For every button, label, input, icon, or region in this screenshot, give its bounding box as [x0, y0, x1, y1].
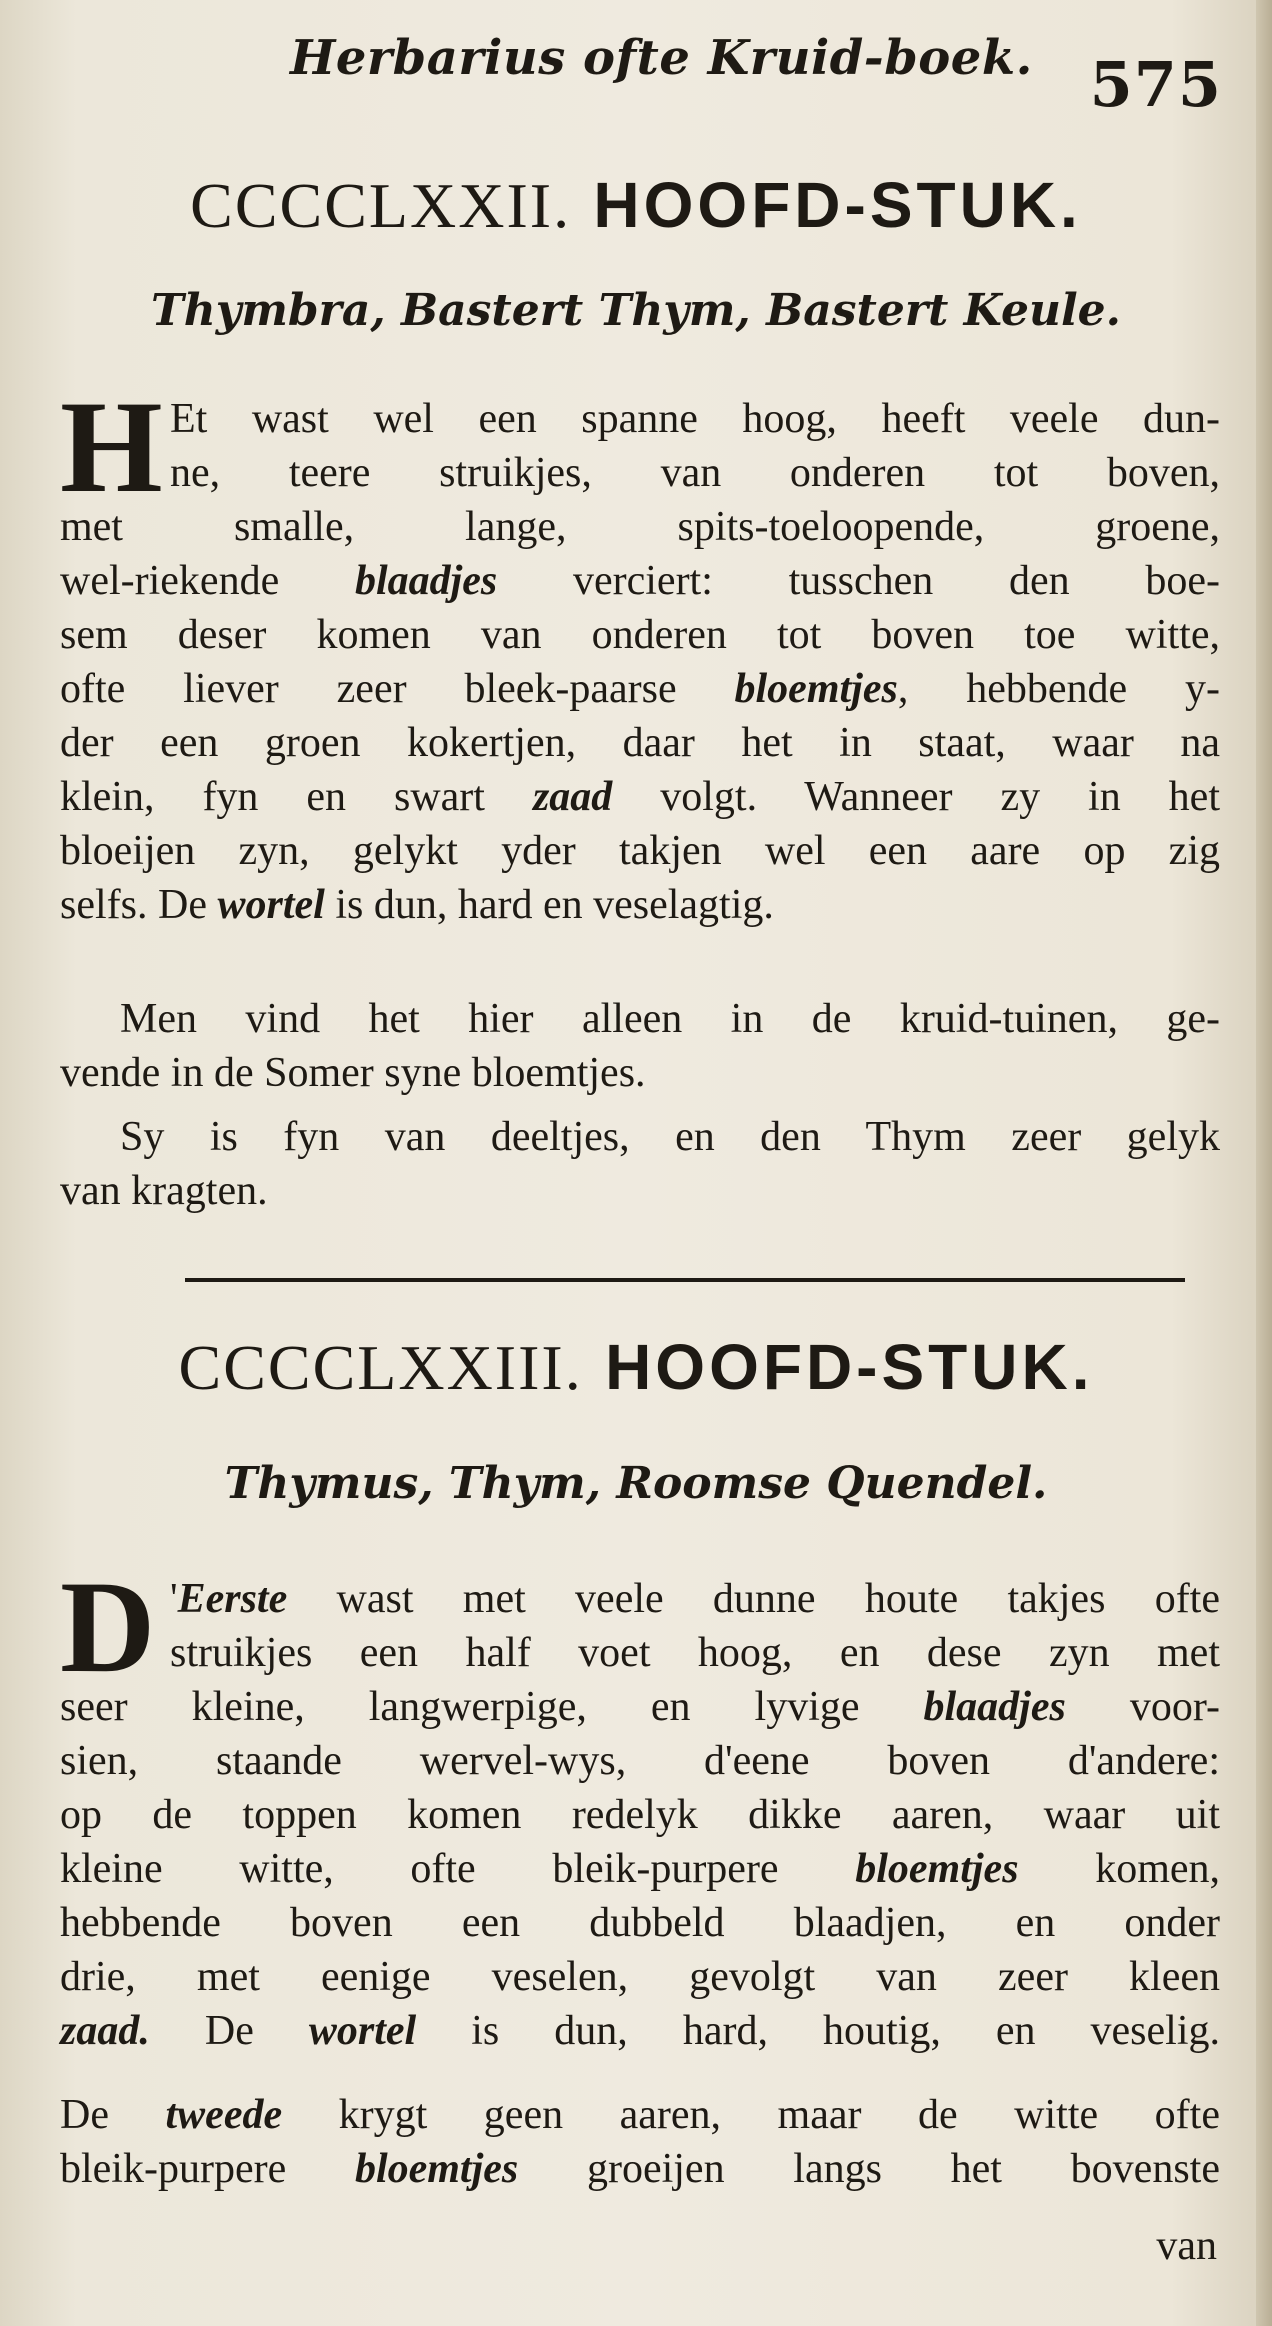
- text-line: [60, 1950, 1220, 2004]
- text-run: hebbende boven een dubbeld blaadjen, en onder: [60, 1900, 1220, 1946]
- text-line: [60, 1572, 1220, 1626]
- text-run: is dun, hard en veselagtig.: [324, 882, 774, 928]
- chapter-heading: [0, 168, 1272, 243]
- text-line: [60, 716, 1220, 770]
- chapter-subtitle: Thymus, Thym, Roomse Quendel.: [224, 1458, 1048, 1509]
- text-line: [60, 662, 1220, 716]
- paragraph: [60, 2088, 1220, 2196]
- paragraph-lines: [60, 373, 1220, 932]
- italic-term: bloemtjes: [855, 1846, 1019, 1892]
- text-run: klein, fyn en swart: [60, 774, 533, 820]
- text-run: komen,: [1018, 1846, 1221, 1892]
- text-run: ofte liever zeer bleek-paarse: [60, 666, 735, 712]
- text-line: [60, 1680, 1220, 1734]
- chapter-heading: [0, 1330, 1272, 1405]
- paragraph-lines: [60, 1553, 1221, 2058]
- text-line: [60, 392, 1220, 446]
- text-run: De: [60, 2092, 166, 2138]
- italic-term: zaad.: [60, 2008, 150, 2054]
- text-run: der een groen kokertjen, daar het in staat, waar na: [60, 720, 1220, 766]
- text-run: selfs. De: [60, 882, 218, 928]
- text-run: volgt. Wanneer zy in het: [612, 774, 1220, 820]
- text-line: [60, 608, 1220, 662]
- text-line: [60, 2142, 1220, 2196]
- text-line: [60, 1734, 1220, 1788]
- text-run: drie, met eenige veselen, gevolgt van zeer kleen: [60, 1954, 1220, 2000]
- chapter-subtitle: Thymbra, Bastert Thym, Bastert Keule.: [151, 285, 1121, 336]
- text-line: van kragten.: [60, 1168, 268, 1214]
- drop-cap: H: [60, 373, 163, 520]
- italic-term: tweede: [165, 2092, 283, 2138]
- text-run: groeijen langs het bovenste: [518, 2146, 1220, 2192]
- text-run: met smalle, lange, spits-toeloopende, groene,: [60, 504, 1220, 550]
- text-line: [60, 1626, 1220, 1680]
- paragraph: [60, 992, 1220, 1100]
- text-run: ': [170, 1576, 178, 1622]
- text-line: [60, 1896, 1220, 1950]
- text-line: [60, 2004, 1220, 2058]
- italic-term: bloemtjes: [354, 2146, 519, 2192]
- text-run: struikjes een half voet hoog, en dese zyn met: [170, 1630, 1220, 1676]
- page-edge: [1256, 0, 1272, 2326]
- chapter-label: HOOFD-STUK.: [593, 169, 1082, 241]
- text-line: [60, 2088, 1220, 2142]
- paragraph: [60, 1553, 1221, 2058]
- text-run: Et wast wel een spanne hoog, heeft veele dun-: [170, 396, 1220, 442]
- text-line: [60, 1842, 1220, 1896]
- chapter-number: CCCCLXXII.: [190, 170, 572, 241]
- text-line: [60, 878, 1220, 932]
- italic-term: bloemtjes: [734, 666, 898, 712]
- text-run: sien, staande wervel-wys, d'eene boven d'andere:: [60, 1738, 1220, 1784]
- text-run: wel-riekende: [60, 558, 355, 604]
- text-line: [60, 824, 1220, 878]
- italic-term: blaadjes: [354, 558, 498, 604]
- chapter-number: CCCCLXXIII.: [178, 1332, 583, 1403]
- text-line: [60, 1788, 1220, 1842]
- text-line: Men vind het hier alleen in de kruid-tuinen, ge-: [120, 996, 1220, 1042]
- text-run: wast met veele dunne houte takjes ofte: [287, 1576, 1220, 1622]
- text-line: [60, 554, 1220, 608]
- text-run: bleik-purpere: [60, 2146, 355, 2192]
- text-line: Sy is fyn van deeltjes, en den Thym zeer gelyk: [120, 1114, 1220, 1160]
- paragraph: [60, 1110, 1220, 1218]
- text-run: voor-: [1065, 1684, 1220, 1730]
- text-run: kleine witte, ofte bleik-purpere: [60, 1846, 856, 1892]
- text-run: is dun, hard, houtig, en veselig.: [416, 2008, 1220, 2054]
- text-line: vende in de Somer syne bloemtjes.: [60, 1050, 646, 1096]
- paragraph-lines: [60, 2088, 1220, 2196]
- page-number: 575: [1089, 48, 1222, 121]
- italic-term: blaadjes: [923, 1684, 1066, 1730]
- text-run: ne, teere struikjes, van onderen tot boven,: [170, 450, 1220, 496]
- italic-term: wortel: [308, 2008, 417, 2054]
- text-run: verciert: tusschen den boe-: [497, 558, 1220, 604]
- text-run: bloeijen zyn, gelykt yder takjen wel een aare op zig: [60, 828, 1220, 874]
- text-run: , hebbende y-: [897, 666, 1220, 712]
- section-divider: [185, 1278, 1185, 1282]
- italic-term: Eerste: [177, 1576, 288, 1622]
- drop-cap: D: [60, 1553, 156, 1700]
- text-run: De: [149, 2008, 309, 2054]
- text-run: seer kleine, langwerpige, en lyvige: [60, 1684, 924, 1730]
- text-line: [60, 500, 1220, 554]
- paragraph: [60, 373, 1220, 932]
- text-line: [60, 770, 1220, 824]
- italic-term: zaad: [532, 774, 613, 820]
- text-run: krygt geen aaren, maar de witte ofte: [282, 2092, 1220, 2138]
- italic-term: wortel: [217, 882, 325, 928]
- text-run: op de toppen komen redelyk dikke aaren, waar uit: [60, 1792, 1220, 1838]
- text-line: [60, 446, 1220, 500]
- chapter-label: HOOFD-STUK.: [605, 1331, 1094, 1403]
- catchword: van: [1156, 2223, 1217, 2269]
- text-run: sem deser komen van onderen tot boven toe witte,: [60, 612, 1220, 658]
- running-title: Herbarius ofte Kruid-boek.: [290, 30, 1033, 86]
